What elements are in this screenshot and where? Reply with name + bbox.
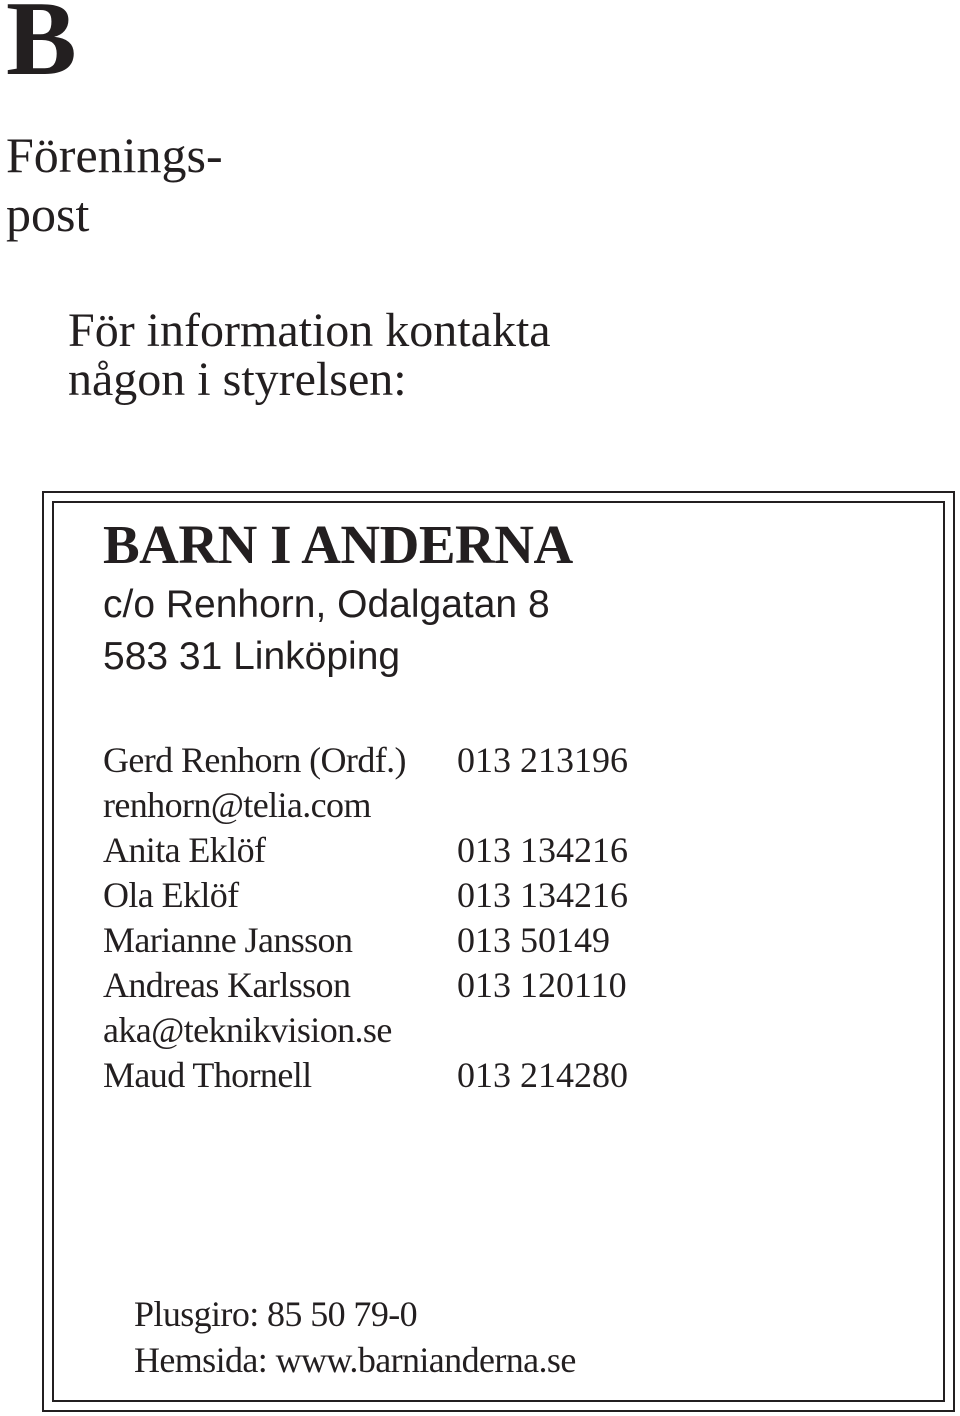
intro-text xyxy=(68,306,551,404)
contact-name: Anita Eklöf xyxy=(103,830,266,870)
contact-phone: 013 120110 xyxy=(457,965,627,1005)
section-title-line-1: Förenings- xyxy=(6,127,223,183)
contact-phone: 013 50149 xyxy=(457,920,610,960)
contact-name: Marianne Jansson xyxy=(103,920,353,960)
plusgiro-info: Plusgiro: 85 50 79-0 xyxy=(134,1294,418,1334)
contact-phone: 013 214280 xyxy=(457,1055,628,1095)
contact-name: Gerd Renhorn (Ordf.) xyxy=(103,740,406,780)
contact-email[interactable]: aka@teknikvision.se xyxy=(103,1010,392,1050)
address-line-1: c/o Renhorn, Odalgatan 8 xyxy=(103,583,550,626)
website-link[interactable]: Hemsida: www.barnianderna.se xyxy=(134,1340,576,1380)
contact-name: Ola Eklöf xyxy=(103,875,239,915)
organization-name: BARN I ANDERNA xyxy=(103,514,573,575)
section-title xyxy=(6,126,223,244)
intro-line-1: För information kontakta xyxy=(68,304,551,357)
contact-email[interactable]: renhorn@telia.com xyxy=(103,785,371,825)
contact-name: Maud Thornell xyxy=(103,1055,312,1095)
intro-line-2: någon i styrelsen: xyxy=(68,353,407,406)
section-letter: B xyxy=(6,0,77,97)
contact-phone: 013 134216 xyxy=(457,830,628,870)
address-line-2: 583 31 Linköping xyxy=(103,635,401,678)
contact-phone: 013 134216 xyxy=(457,875,628,915)
section-title-line-2: post xyxy=(6,186,90,242)
contact-name: Andreas Karlsson xyxy=(103,965,351,1005)
contact-phone: 013 213196 xyxy=(457,740,628,780)
